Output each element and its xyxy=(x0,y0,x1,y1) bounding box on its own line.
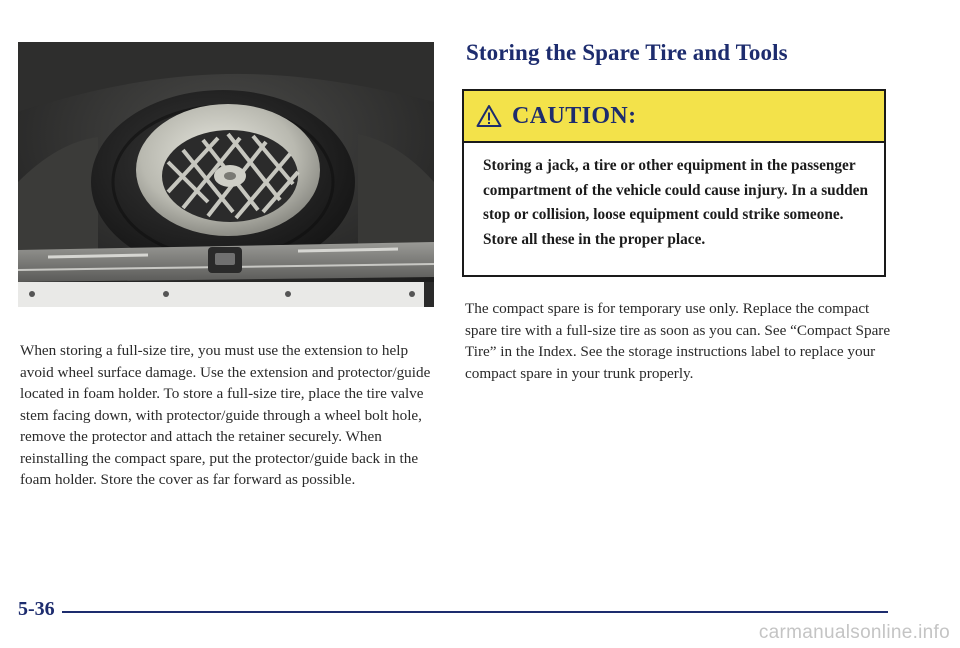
caution-header xyxy=(464,91,884,143)
warning-triangle-icon xyxy=(476,104,502,128)
spare-tire-photo xyxy=(18,42,434,307)
caution-title: CAUTION: xyxy=(512,102,637,129)
caution-box xyxy=(462,89,886,277)
spare-tire-illustration xyxy=(18,42,434,307)
watermark: carmanualsonline.info xyxy=(758,622,950,643)
footer-rule xyxy=(62,611,888,613)
compact-spare-paragraph: The compact spare is for temporary use only. Replace the compact spare tire with a full-size tire as soon as you can. See “Compact Spare Tire” in the Index. See the storage instructions label to replace your compact spare in your trunk properly. xyxy=(465,300,891,382)
spare-tire-storage-paragraph: When storing a full-size tire, you must use the extension to help avoid wheel surface damage. Use the extension and protector/guide located in foam holder. To store a full-size tire, place the tire valve stem facing down, with protector/guide through a wheel bolt hole, remove the protector and attach the retainer securely. When reinstalling the compact spare, put the protector/guide back in the foam holder. Store the cover as far forward as possible. xyxy=(20,342,431,488)
page-number: 5-36 xyxy=(18,598,55,620)
section-title: Storing the Spare Tire and Tools xyxy=(466,40,788,65)
caution-text: Storing a jack, a tire or other equipment in the passenger compartment of the vehicle could cause injury. In a sudden stop or collision, loose equipment could strike someone. Store all these in the proper place. xyxy=(483,157,868,248)
